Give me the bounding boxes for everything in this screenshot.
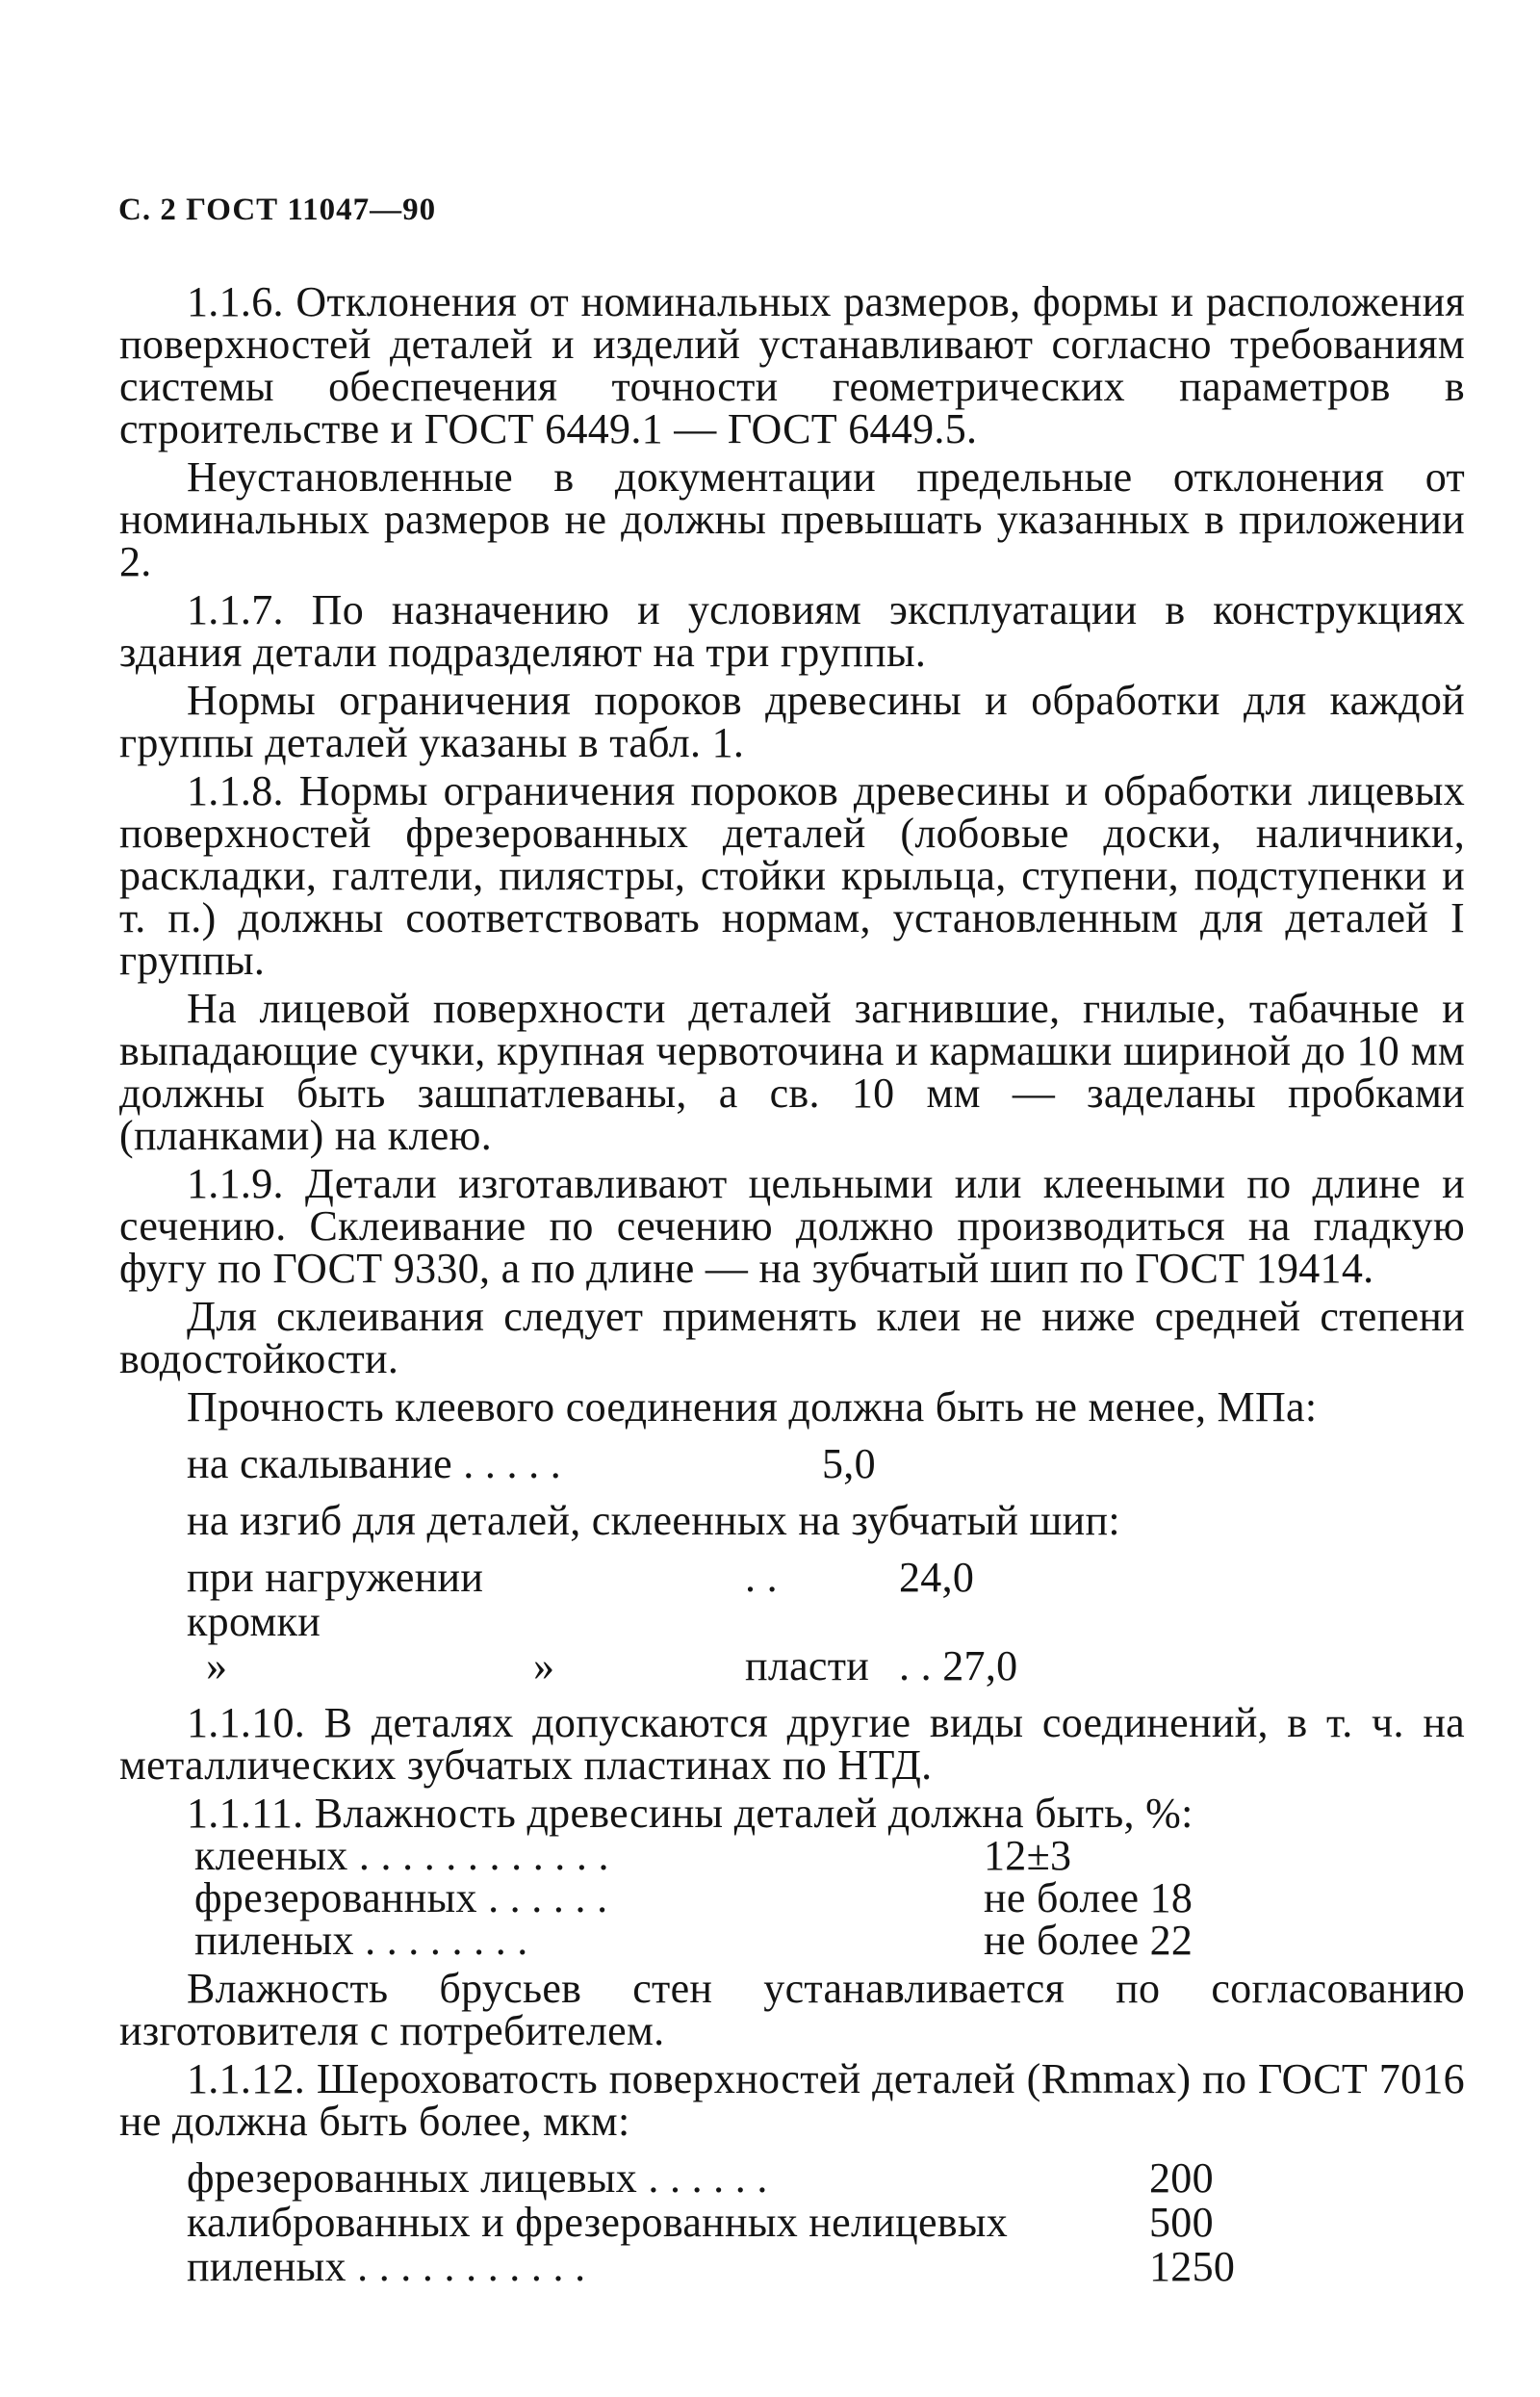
strength-face-ditto-2: » (533, 1642, 555, 1689)
moisture-value: не более 22 (984, 1917, 1194, 1964)
clause-1-1-11-note: Влажность брусьев стен устанавливается по согласованию изготовителя с потребителем. (119, 1965, 1465, 2054)
roughness-label: пиленых . . . . . . . . . . . (187, 2243, 586, 2290)
strength-face-ditto-1: » (206, 1642, 228, 1689)
moisture-row (194, 1832, 1465, 1879)
moisture-row (194, 1874, 1465, 1921)
strength-face-label: пласти (745, 1642, 870, 1689)
clause-1-1-9-glue: Для склеивания следует применять клеи не ниже средней степени водостойкости. (119, 1293, 1465, 1382)
clause-1-1-9-strength: Прочность клеевого соединения должна быть не менее, МПа: (187, 1383, 1318, 1430)
roughness-value: 1250 (1149, 2243, 1236, 2290)
roughness-row (187, 2201, 1465, 2245)
clause-1-1-6: 1.1.6. Отклонения от номинальных размеров, формы и расположения поверхностей деталей и изделий устанавливают согласно требованиям системы обеспечения точности геометрических параметров в строительстве и ГОСТ 6449.1 — ГОСТ 6449.5. (119, 278, 1465, 452)
moisture-row (194, 1917, 1465, 1964)
roughness-label: фрезерованных лицевых . . . . . . (187, 2154, 768, 2202)
strength-shear-value: 5,0 (822, 1440, 876, 1487)
strength-edge-row (187, 1556, 1465, 1644)
strength-shear-label: на скалывание . . . . . (187, 1440, 561, 1487)
roughness-value: 200 (1149, 2154, 1214, 2202)
clause-1-1-7: 1.1.7. По назначению и условиям эксплуатации в конструкциях здания детали подразделяют на три группы. (119, 586, 1465, 676)
clause-1-1-9: 1.1.9. Детали изготавливают цельными или клееными по длине и сечению. Склеивание по сечению должно производиться на гладкую фугу по ГОСТ 9330, а по длине — на зубчатый шип по ГОСТ 19414. (119, 1160, 1465, 1292)
roughness-label: калиброванных и фрезерованных нелицевых (187, 2199, 1009, 2246)
clause-1-1-8: 1.1.8. Нормы ограничения пороков древесины и обработки лицевых поверхностей фрезерованных деталей (лобовые доски, наличники, раскладки, галтели, пилястры, стойки крыльца, ступени, подступенки и т. п.) должны соответствовать нормам, установленным для деталей I группы. (119, 767, 1465, 984)
moisture-label: клееных . . . . . . . . . . . . (194, 1832, 609, 1879)
clause-1-1-7-note: Нормы ограничения пороков древесины и обработки для каждой группы деталей указаны в табл. 1. (119, 677, 1465, 766)
moisture-label: фрезерованных . . . . . . (194, 1874, 608, 1921)
moisture-value: 12±3 (984, 1832, 1072, 1879)
strength-shear-row (187, 1442, 1465, 1486)
page-header: С. 2 ГОСТ 11047—90 (118, 193, 437, 227)
roughness-value: 500 (1149, 2199, 1214, 2246)
roughness-row (187, 2156, 1465, 2201)
clause-1-1-6-note: Неустановленные в документации предельные отклонения от номинальных размеров не должны превышать указанных в приложении 2. (119, 453, 1465, 585)
document-body (119, 278, 1465, 2290)
clause-1-1-9-bending: на изгиб для деталей, склеенных на зубчатый шип: (187, 1497, 1120, 1544)
strength-edge-value: 24,0 (899, 1554, 975, 1601)
strength-edge-dots: . . (745, 1554, 778, 1601)
moisture-label: пиленых . . . . . . . . (194, 1917, 528, 1964)
strength-face-row (187, 1644, 1465, 1688)
strength-edge-label: при нагружении кромки (187, 1554, 484, 1645)
clause-1-1-11: 1.1.11. Влажность древесины деталей должна быть, %: (187, 1790, 1194, 1837)
roughness-row (187, 2245, 1465, 2289)
strength-face-value: . . 27,0 (899, 1642, 1018, 1689)
clause-1-1-8-note: На лицевой поверхности деталей загнившие, гнилые, табачные и выпадающие сучки, крупная червоточина и кармашки шириной до 10 мм должны быть зашпатлеваны, а св. 10 мм — заделаны пробками (планками) на клею. (119, 985, 1465, 1159)
clause-1-1-12: 1.1.12. Шероховатость поверхностей деталей (Rmmax) по ГОСТ 7016 не должна быть более, мкм: (119, 2055, 1465, 2145)
moisture-value: не более 18 (984, 1874, 1194, 1921)
clause-1-1-10: 1.1.10. В деталях допускаются другие виды соединений, в т. ч. на металлических зубчатых пластинах по НТД. (119, 1699, 1465, 1789)
